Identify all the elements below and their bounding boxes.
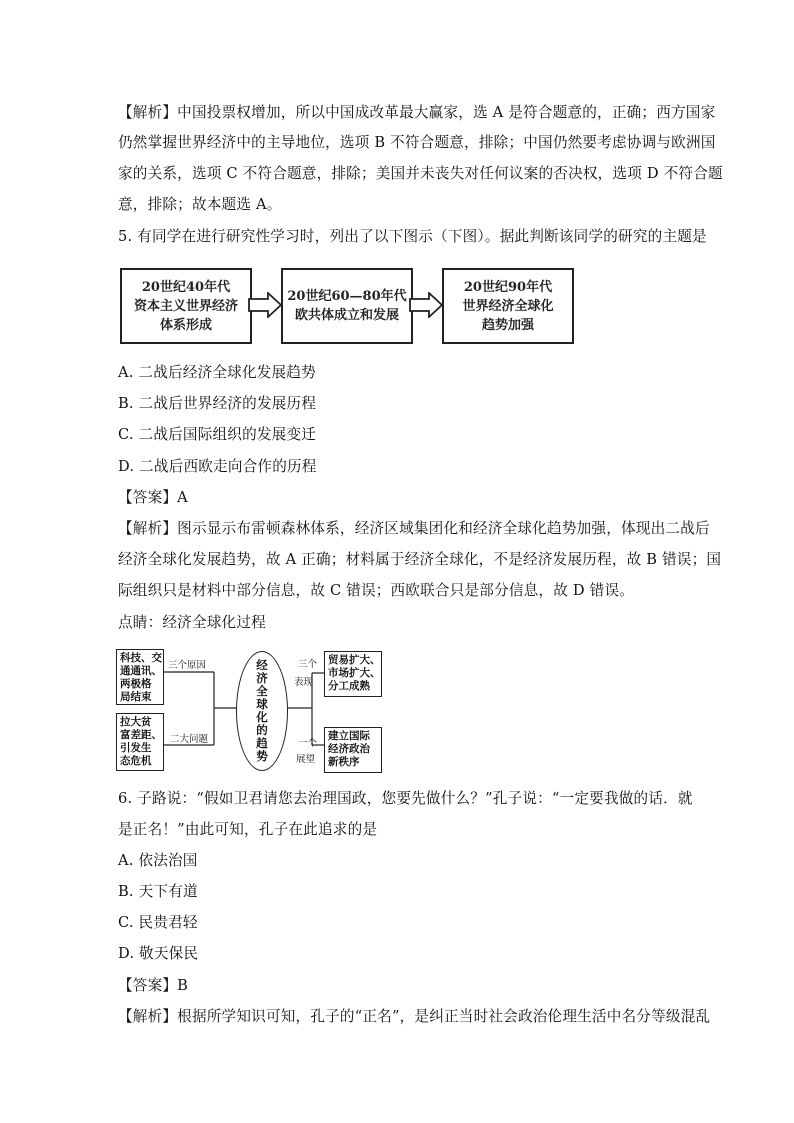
- mindmap-text: 通通讯、: [120, 665, 162, 677]
- mindmap-text: 科技、交: [120, 652, 162, 664]
- mindmap-text: 济: [256, 671, 268, 685]
- answer: 【答案】B: [118, 977, 189, 994]
- tip-line: 点睛：经济全球化过程: [118, 614, 266, 631]
- flow-box-line: 欧共体成立和发展: [294, 308, 399, 323]
- mindmap-text: 贸易扩大、: [328, 654, 381, 666]
- mindmap-label-causes: 三个原因: [168, 660, 207, 671]
- mindmap-center-oval: [236, 651, 288, 771]
- flow-box-line: 世界经济全球化: [462, 298, 554, 314]
- mindmap-text: 态危机: [120, 755, 152, 767]
- question-stem: 6. 子路说：“假如卫君请您去治理国政，您要先做什么？”孔子说：“一定要我做的话．就: [118, 790, 693, 807]
- mindmap-box-causes: [116, 649, 164, 705]
- explanation-line: 【解析】根据所学知识可知，孔子的“正名”，是纠正当时社会政治伦理生活中名分等级混乱: [118, 1008, 711, 1025]
- mindmap-text: 富差距、: [120, 729, 162, 741]
- mindmap-text: 经济政治: [328, 743, 370, 755]
- question-stem: 5. 有同学在进行研究性学习时，列出了以下图示（下图）。据此判断该同学的研究的主题是: [118, 228, 707, 245]
- mindmap-text: 引发生: [120, 742, 152, 754]
- explanation-line: 际组织只是材料中部分信息，故 C 错误；西欧联合只是部分信息，故 D 错误。: [118, 582, 635, 599]
- mindmap-text: 局结束: [120, 691, 152, 703]
- question-stem: 是正名！”由此可知，孔子在此追求的是: [118, 821, 378, 838]
- flow-box-1990s: [442, 268, 574, 344]
- explanation-line: 经济全球化发展趋势，故 A 正确；材料属于经济全球化，不是经济发展历程，故 B 错误；国: [118, 551, 722, 568]
- explanation-line: 【解析】中国投票权增加，所以中国成改革最大赢家，选 A 是符合题意的，正确；西方国家: [118, 104, 716, 121]
- flow-box-line: 20世纪90年代: [463, 279, 553, 295]
- mindmap-box-outlook: [324, 727, 382, 773]
- mindmap-box-problems: [116, 713, 164, 771]
- mindmap-label-problems: 二大问题: [170, 734, 209, 745]
- mindmap-text: 拉大贫: [120, 716, 152, 728]
- mindmap-text: 经: [256, 658, 268, 672]
- mindmap-text: 建立国际: [328, 730, 370, 742]
- mindmap-text: 全: [256, 684, 268, 698]
- mindmap-text: 市场扩大、: [328, 667, 381, 679]
- flow-box-1940s: [120, 268, 252, 344]
- mindmap-text: 新秩序: [328, 756, 360, 768]
- mindmap-box-manifestations: [324, 651, 382, 697]
- explanation-line: 家的关系，选项 C 不符合题意，排除；美国并未丧失对任何议案的否决权，选项 D 不符合题: [118, 165, 723, 182]
- explanation-line: 【解析】图示显示布雷顿森林体系，经济区域集团化和经济全球化趋势加强，体现出二战后: [118, 520, 710, 537]
- flow-box-line: 趋势加强: [481, 317, 534, 333]
- option-a: A. 二战后经济全球化发展趋势: [118, 364, 316, 381]
- explanation-line: 仍然掌握世界经济中的主导地位，选项 B 不符合题意，排除；中国仍然要考虑协调与欧洲国: [118, 134, 716, 151]
- mindmap-text: 化: [256, 710, 268, 724]
- mindmap-text: 球: [256, 697, 268, 711]
- option-d: D. 敬天保民: [118, 945, 199, 962]
- flow-box-line: 20世纪40年代: [141, 279, 231, 295]
- flow-arrow: [409, 292, 443, 318]
- option-b: B. 天下有道: [118, 883, 198, 900]
- mindmap-label-manifest-1: 三个: [298, 659, 318, 670]
- mindmap-label-outlook-2: 展望: [296, 754, 316, 765]
- mindmap-text: 趋: [256, 736, 268, 750]
- flow-box-1960s-80s: [281, 268, 413, 344]
- option-c: C. 民贵君轻: [118, 914, 198, 931]
- answer: 【答案】A: [118, 489, 188, 506]
- mindmap-text: 两极格: [120, 678, 152, 690]
- flow-box-line: 资本主义世界经济: [133, 298, 238, 314]
- option-b: B. 二战后世界经济的发展历程: [118, 395, 317, 412]
- mindmap-text: 势: [256, 749, 268, 763]
- mindmap-label-outlook-1: 一个: [298, 738, 318, 749]
- option-d: D. 二战后西欧走向合作的历程: [118, 458, 317, 475]
- mindmap-text: 分工成熟: [328, 680, 370, 692]
- flow-box-line: 体系形成: [159, 317, 212, 333]
- flow-box-line: 20世纪60—80年代: [287, 289, 407, 304]
- option-c: C. 二战后国际组织的发展变迁: [118, 426, 317, 443]
- option-a: A. 依法治国: [118, 852, 198, 869]
- flow-arrow: [248, 292, 282, 318]
- mindmap-label-manifest-2: 表现: [294, 677, 314, 688]
- explanation-line: 意，排除；故本题选 A。: [118, 196, 282, 213]
- mindmap-text: 的: [256, 723, 268, 737]
